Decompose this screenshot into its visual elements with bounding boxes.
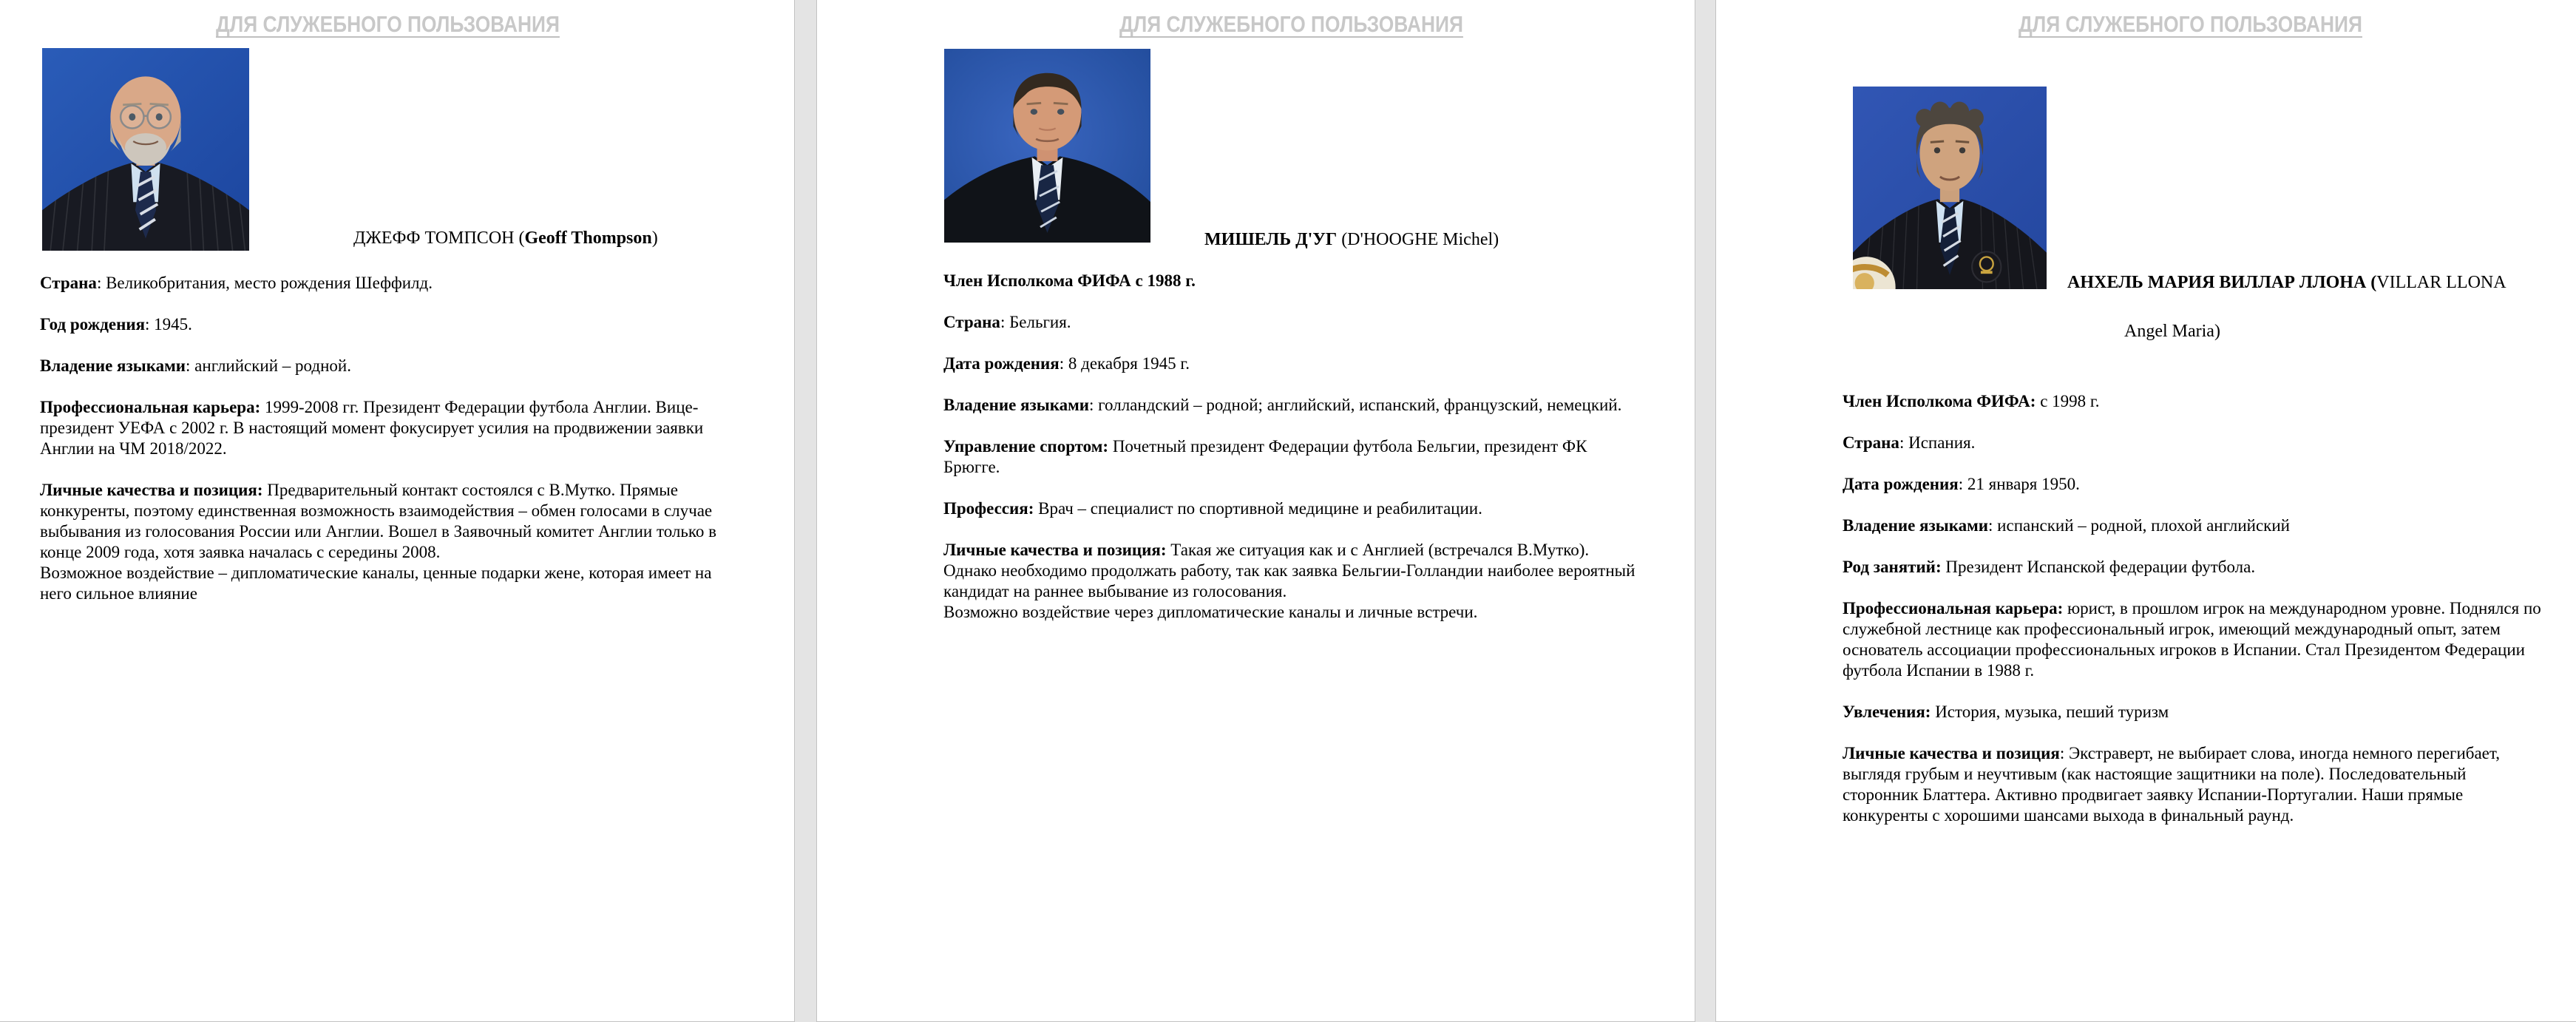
document-page-1 <box>0 0 795 1022</box>
field-label: Увлечения: <box>1843 703 1931 721</box>
field-label: Владение языками <box>943 396 1090 414</box>
profile-paragraph-hobbies <box>1843 702 2545 722</box>
field-label: Профессия: <box>943 499 1034 518</box>
field-value: Предварительный контакт состоялся с В.Мутко. Прямые конкуренты, поэтому единственная возможность взаимодействия – обмен голосами в случае выбывания из голосования России или Англии. Вошел в Заявочный комитет Англии только в конце 2009 года, хотя заявка началась с середины 2008. <box>40 481 717 561</box>
profile-paragraph-birth-date <box>1843 474 2545 495</box>
field-value: : Испания. <box>1899 433 1976 452</box>
portrait-photo-thompson <box>42 48 249 251</box>
confidential-header-text: ДЛЯ СЛУЖЕБНОГО ПОЛЬЗОВАНИЯ <box>1119 11 1463 37</box>
confidential-header <box>943 11 1639 38</box>
field-label: Управление спортом: <box>943 437 1109 456</box>
field-value: : 1945. <box>145 315 192 334</box>
profile-paragraph-career <box>1843 598 2545 681</box>
profile-paragraph-sport-management <box>943 436 1639 478</box>
profile-text <box>40 273 736 625</box>
field-value: : Бельгия. <box>1000 313 1071 331</box>
field-label: Род занятий: <box>1843 558 1942 576</box>
person-name-close: ) <box>651 229 658 248</box>
profile-paragraph-country <box>943 312 1639 333</box>
profile-paragraph-profession <box>943 498 1639 519</box>
field-label: Профессиональная карьера: <box>40 398 261 416</box>
field-value: Такая же ситуация как и с Англией (встречался В.Мутко). Однако необходимо продолжать работу, так как заявка Бельгии-Голландии наиболее вероятный кандидат на раннее выбывание из голосования. <box>943 541 1636 600</box>
field-value-2: Возможное воздействие – дипломатические каналы, ценные подарки жене, которая имеет на него сильное влияние <box>40 564 712 603</box>
profile-paragraph-languages <box>40 356 736 376</box>
profile-paragraph-occupation <box>1843 557 2545 578</box>
field-value: Президент Испанской федерации футбола. <box>1941 558 2256 576</box>
person-name-ru: АНХЕЛЬ МАРИЯ ВИЛЛАР ЛЛОНА ( <box>2067 273 2377 292</box>
field-value: : 21 января 1950. <box>1958 475 2080 493</box>
field-value: : испанский – родной, плохой английский <box>1988 516 2290 535</box>
field-value: : Экстраверт, не выбирает слова, иногда немного перегибает, выглядя грубым и неучтивым (как настоящие защитники на поле). Последовательный сторонник Блаттера. Активно продвигает заявку Испании-Португалии. Наши прямые конкуренты с хорошими шансами выхода в финальный раунд. <box>1843 744 2500 825</box>
field-label: Дата рождения <box>943 354 1060 373</box>
person-portrait-illustration <box>1853 87 2047 289</box>
field-label: Владение языками <box>1843 516 1989 535</box>
person-name-ru: ДЖЕФФ ТОМПСОН ( <box>353 229 525 248</box>
field-label: Личные качества и позиция <box>1843 744 2060 762</box>
field-value: : 8 декабря 1945 г. <box>1059 354 1190 373</box>
field-value-2: Возможно воздействие через дипломатические каналы и личные встречи. <box>943 603 1478 621</box>
field-value: : голландский – родной; английский, испанский, французский, немецкий. <box>1089 396 1622 414</box>
confidential-header <box>1843 11 2538 38</box>
profile-paragraph-country <box>40 273 736 294</box>
field-label: Владение языками <box>40 356 186 375</box>
field-value: Почетный президент Федерации футбола Бельгии, президент ФК Брюгге. <box>943 437 1587 476</box>
profile-text <box>1843 391 2545 847</box>
confidential-header <box>40 11 736 38</box>
document-page-2 <box>816 0 1695 1022</box>
person-name-en: Geoff Thompson <box>524 229 652 248</box>
person-name-en: (D'HOOGHE Michel) <box>1337 230 1499 249</box>
profile-paragraph-fifa-member <box>943 271 1639 291</box>
profile-text <box>943 271 1639 643</box>
field-value: с 1998 г. <box>2036 392 2100 410</box>
person-name-en-2: Angel Maria) <box>2124 322 2220 341</box>
field-label: Профессиональная карьера: <box>1843 599 2064 617</box>
field-label: Дата рождения <box>1843 475 1959 493</box>
field-label: Страна <box>1843 433 1899 452</box>
field-label: Страна <box>40 274 97 292</box>
field-label: Член Исполкома ФИФА: <box>1843 392 2036 410</box>
profile-paragraph-career <box>40 397 736 459</box>
portrait-photo-villar <box>1853 87 2047 289</box>
person-name-title-line2 <box>2124 322 2220 342</box>
field-value: : Великобритания, место рождения Шеффилд. <box>96 274 433 292</box>
profile-paragraph-personality <box>943 540 1639 623</box>
profile-paragraph-languages <box>1843 515 2545 536</box>
person-name-en: VILLAR LLONA <box>2376 273 2506 292</box>
field-label: Страна <box>943 313 1000 331</box>
person-portrait-illustration <box>944 49 1150 243</box>
field-value: юрист, в прошлом игрок на международном уровне. Поднялся по служебной лестнице как профессиональный игрок, имеющий международный опыт, затем основатель ассоциации профессиональных игроков в Испании. Стал Президентом Федерации футбола Испании в 1988 г. <box>1843 599 2541 680</box>
field-value: Врач – специалист по спортивной медицине и реабилитации. <box>1034 499 1482 518</box>
person-name-title <box>2067 273 2506 293</box>
person-name-title <box>353 229 658 248</box>
field-label: Личные качества и позиция: <box>943 541 1167 559</box>
profile-paragraph-birth-date <box>943 353 1639 374</box>
confidential-header-text: ДЛЯ СЛУЖЕБНОГО ПОЛЬЗОВАНИЯ <box>2019 11 2362 37</box>
field-value: 1999-2008 гг. Президент Федерации футбола Англии. Вице-президент УЕФА с 2002 г. В настоящий момент фокусирует усилия на продвижении заявки Англии на ЧМ 2018/2022. <box>40 398 704 458</box>
profile-paragraph-country <box>1843 433 2545 453</box>
field-label: Личные качества и позиция: <box>40 481 263 499</box>
field-value: : английский – родной. <box>186 356 351 375</box>
profile-paragraph-personality <box>40 480 736 604</box>
portrait-photo-dhooghe <box>944 49 1150 243</box>
confidential-header-text: ДЛЯ СЛУЖЕБНОГО ПОЛЬЗОВАНИЯ <box>216 11 560 37</box>
profile-paragraph-fifa-member <box>1843 391 2545 412</box>
profile-paragraph-languages <box>943 395 1639 416</box>
person-portrait-illustration <box>42 48 249 251</box>
document-page-3 <box>1715 0 2576 1022</box>
field-value: История, музыка, пеший туризм <box>1931 703 2169 721</box>
profile-paragraph-birth-year <box>40 314 736 335</box>
profile-paragraph-personality <box>1843 743 2545 826</box>
field-label: Член Исполкома ФИФА с 1988 г. <box>943 271 1196 290</box>
field-label: Год рождения <box>40 315 146 334</box>
person-name-title <box>1204 230 1499 250</box>
person-name-ru: МИШЕЛЬ Д'УГ <box>1204 230 1338 249</box>
